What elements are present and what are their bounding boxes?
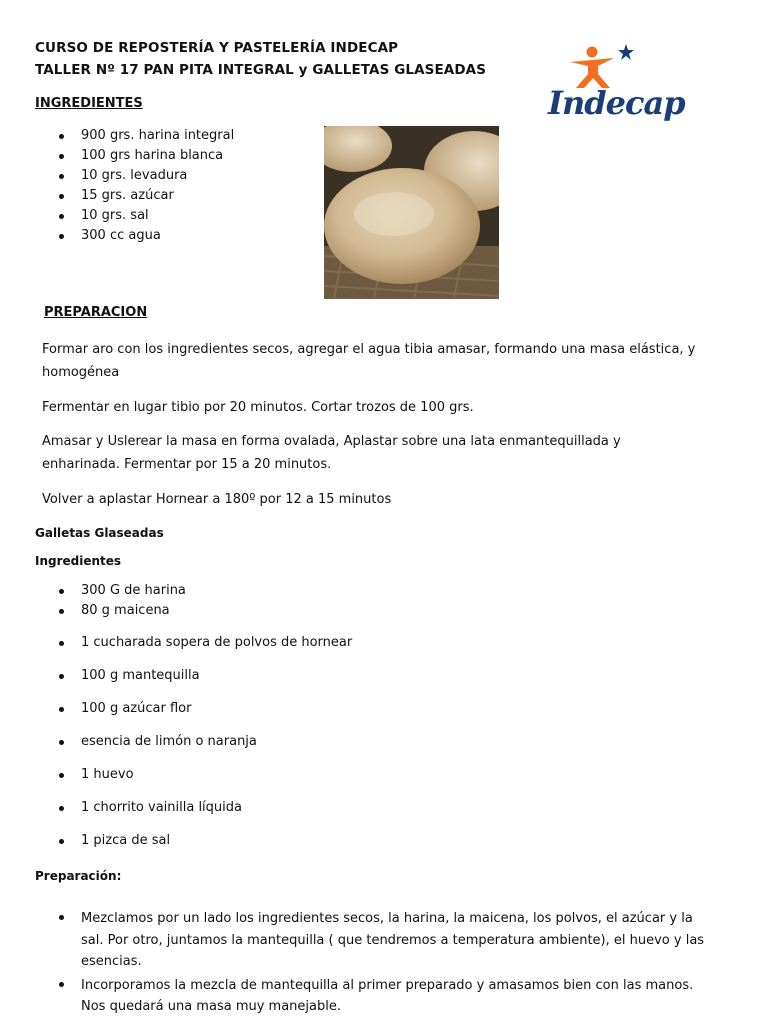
cookies-steps-list [35,908,715,1018]
prep-paragraph: Formar aro con los ingredientes secos, agregar el agua tibia amasar, formando una masa elástica, y homogénea [42,342,696,380]
person-star-icon [564,40,644,90]
list-item: 100 grs harina blanca [35,147,234,167]
cookies-ingredients-list [35,582,352,850]
list-item: 100 g mantequilla [35,667,352,685]
workshop-title: TALLER Nº 17 PAN PITA INTEGRAL y GALLETAS GLASEADAS [35,62,487,78]
preparation-heading: PREPARACION [44,305,148,320]
list-item: 10 grs. sal [35,207,234,227]
prep-paragraph: Volver a aplastar Hornear a 180º por 12 a 15 minutos [42,492,392,507]
prep-paragraph: Amasar y Uslerear la masa en forma ovalada, Aplastar sobre una lata enmantequillada y enharinada. Fermentar por 15 a 20 minutos. [42,434,621,472]
pita-bread-photo [324,126,499,299]
bread-ingredients-list [35,127,234,247]
list-item: 1 cucharada sopera de polvos de hornear [35,634,352,652]
list-item: 300 G de harina [35,582,352,600]
course-title: CURSO DE REPOSTERÍA Y PASTELERÍA INDECAP [35,40,399,56]
prep-paragraph: Fermentar en lugar tibio por 20 minutos. Cortar trozos de 100 grs. [42,400,474,415]
cookies-title: Galletas Glaseadas [35,526,164,540]
cookies-ingredients-heading: Ingredientes [35,554,122,568]
list-item: 100 g azúcar flor [35,700,352,718]
list-item: esencia de limón o naranja [35,733,352,751]
list-item: 80 g maicena [35,602,352,620]
list-item: 1 huevo [35,766,352,784]
ingredients-heading: INGREDIENTES [35,96,143,111]
list-item: Mezclamos por un lado los ingredientes secos, la harina, la maicena, los polvos, el azúcar y la sal. Por otro, juntamos la mantequilla ( que tendremos a temperatura ambiente), el huevo y las esencias. [35,908,715,973]
list-item: 1 chorrito vainilla líquida [35,799,352,817]
list-item: 1 pizca de sal [35,832,352,850]
list-item: 15 grs. azúcar [35,187,234,207]
list-item: 900 grs. harina integral [35,127,234,147]
indecap-logo [546,40,685,130]
list-item: 300 cc agua [35,227,234,247]
list-item: 10 grs. levadura [35,167,234,187]
list-item: Incorporamos la mezcla de mantequilla al primer preparado y amasamos bien con las manos. Nos quedará una masa muy manejable. [35,975,715,1018]
cookies-prep-heading: Preparación: [35,869,122,883]
logo-wordmark: Indecap [548,84,685,122]
